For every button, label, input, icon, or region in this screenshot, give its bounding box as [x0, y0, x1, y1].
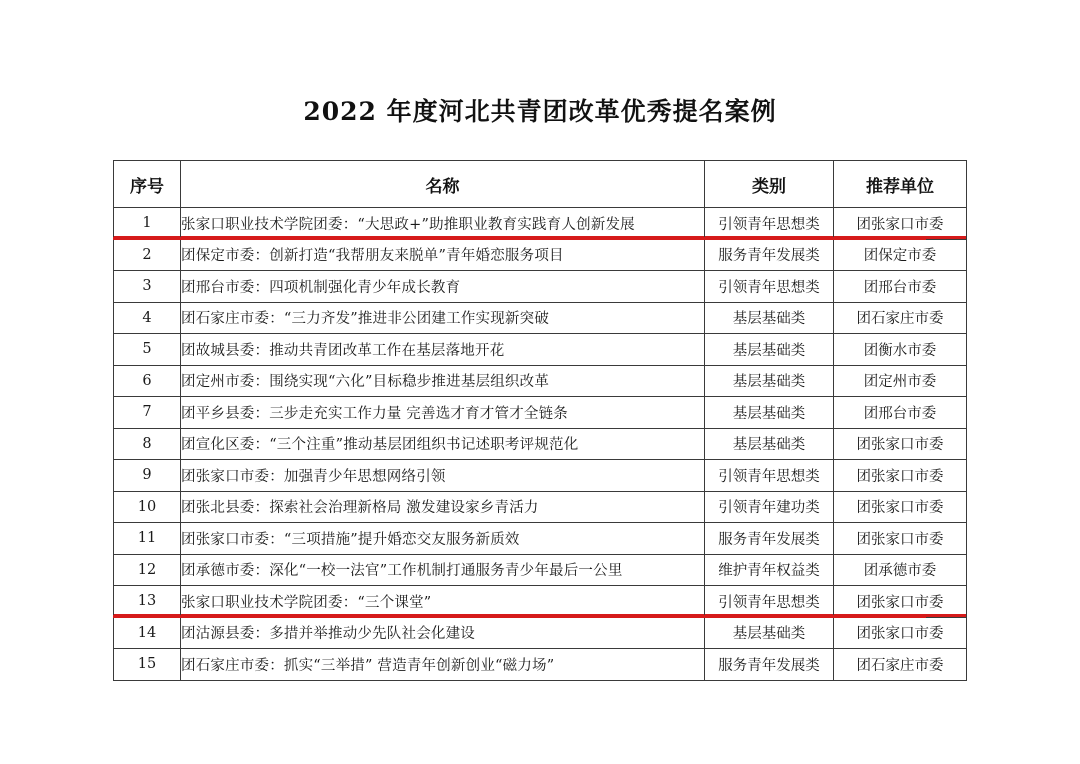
table-body	[114, 208, 967, 681]
cell-name: 张家口职业技术学院团委：“三个课堂”	[181, 586, 705, 618]
table-row	[114, 302, 967, 334]
cell-index: 11	[114, 523, 181, 555]
table-row	[114, 365, 967, 397]
cell-category: 维护青年权益类	[705, 554, 834, 586]
table-row	[114, 586, 967, 618]
cell-name: 团石家庄市委：抓实“三举措” 营造青年创新创业“磁力场”	[181, 649, 705, 681]
cell-category: 引领青年思想类	[705, 586, 834, 618]
cell-name: 团定州市委：围绕实现“六化”目标稳步推进基层组织改革	[181, 365, 705, 397]
cell-category: 基层基础类	[705, 428, 834, 460]
table-row	[114, 554, 967, 586]
table-row	[114, 208, 967, 240]
highlight-underline-row-1	[113, 237, 926, 240]
column-header-index: 序号	[114, 161, 181, 208]
table-row	[114, 239, 967, 271]
cell-index: 15	[114, 649, 181, 681]
cell-category: 基层基础类	[705, 365, 834, 397]
table-header-row	[114, 161, 967, 208]
column-header-unit: 推荐单位	[834, 161, 967, 208]
cell-category: 引领青年思想类	[705, 271, 834, 303]
cell-index: 1	[114, 208, 181, 240]
table-row	[114, 271, 967, 303]
cell-category: 服务青年发展类	[705, 649, 834, 681]
cell-name: 团张北县委：探索社会治理新格局 激发建设家乡青活力	[181, 491, 705, 523]
cell-unit: 团张家口市委	[834, 586, 967, 618]
cell-unit: 团张家口市委	[834, 523, 967, 555]
cell-name: 团张家口市委：加强青少年思想网络引领	[181, 460, 705, 492]
cell-unit: 团衡水市委	[834, 334, 967, 366]
cell-name: 团沽源县委：多措并举推动少先队社会化建设	[181, 617, 705, 649]
cell-category: 基层基础类	[705, 617, 834, 649]
cell-unit: 团石家庄市委	[834, 649, 967, 681]
table-row	[114, 334, 967, 366]
cell-unit: 团张家口市委	[834, 460, 967, 492]
table-row	[114, 649, 967, 681]
cell-category: 基层基础类	[705, 397, 834, 429]
cell-index: 8	[114, 428, 181, 460]
cell-index: 10	[114, 491, 181, 523]
table-header	[114, 161, 967, 208]
cell-unit: 团承德市委	[834, 554, 967, 586]
cell-index: 13	[114, 586, 181, 618]
cell-unit: 团张家口市委	[834, 428, 967, 460]
cell-index: 9	[114, 460, 181, 492]
table-row	[114, 428, 967, 460]
cell-name: 团邢台市委：四项机制强化青少年成长教育	[181, 271, 705, 303]
cell-category: 服务青年发展类	[705, 523, 834, 555]
cell-unit: 团张家口市委	[834, 491, 967, 523]
cell-index: 7	[114, 397, 181, 429]
cell-name: 团石家庄市委：“三力齐发”推进非公团建工作实现新突破	[181, 302, 705, 334]
cell-category: 服务青年发展类	[705, 239, 834, 271]
cell-unit: 团石家庄市委	[834, 302, 967, 334]
cell-unit: 团张家口市委	[834, 617, 967, 649]
cell-name: 团故城县委：推动共青团改革工作在基层落地开花	[181, 334, 705, 366]
column-header-category: 类别	[705, 161, 834, 208]
cell-category: 引领青年思想类	[705, 208, 834, 240]
table-row	[114, 491, 967, 523]
cell-name: 团承德市委：深化“一校一法官”工作机制打通服务青少年最后一公里	[181, 554, 705, 586]
cell-unit: 团定州市委	[834, 365, 967, 397]
table-row	[114, 617, 967, 649]
cell-index: 12	[114, 554, 181, 586]
cell-unit: 团张家口市委	[834, 208, 967, 240]
cell-index: 6	[114, 365, 181, 397]
page-title: 2022 年度河北共青团改革优秀提名案例	[303, 97, 777, 126]
column-header-name: 名称	[181, 161, 705, 208]
cell-index: 14	[114, 617, 181, 649]
table-row	[114, 523, 967, 555]
cell-category: 基层基础类	[705, 302, 834, 334]
highlight-underline-row-13	[113, 615, 926, 618]
cell-unit: 团邢台市委	[834, 397, 967, 429]
cell-name: 团张家口市委：“三项措施”提升婚恋交友服务新质效	[181, 523, 705, 555]
cell-name: 团平乡县委：三步走充实工作力量 完善选才育才管才全链条	[181, 397, 705, 429]
cell-index: 3	[114, 271, 181, 303]
table-row	[114, 460, 967, 492]
cell-unit: 团邢台市委	[834, 271, 967, 303]
cell-index: 5	[114, 334, 181, 366]
cell-name: 团保定市委：创新打造“我帮朋友来脱单”青年婚恋服务项目	[181, 239, 705, 271]
cell-unit: 团保定市委	[834, 239, 967, 271]
table-row	[114, 397, 967, 429]
cell-index: 2	[114, 239, 181, 271]
cell-category: 引领青年建功类	[705, 491, 834, 523]
cell-category: 引领青年思想类	[705, 460, 834, 492]
cell-name: 张家口职业技术学院团委：“大思政+”助推职业教育实践育人创新发展	[181, 208, 705, 240]
cell-name: 团宣化区委：“三个注重”推动基层团组织书记述职考评规范化	[181, 428, 705, 460]
cell-category: 基层基础类	[705, 334, 834, 366]
cell-index: 4	[114, 302, 181, 334]
